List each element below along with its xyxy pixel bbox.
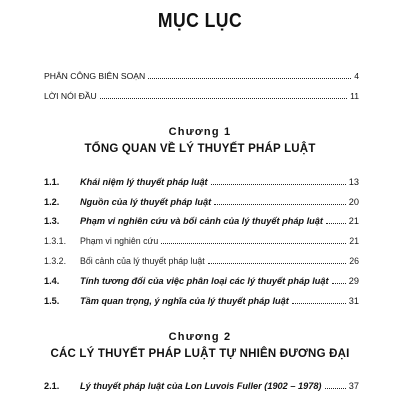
dot-leader: [211, 183, 346, 185]
chapter-1-label: Chương 1: [168, 126, 232, 138]
toc-entry-number: 1.1.: [44, 177, 60, 187]
toc-entry-page: 11: [350, 91, 359, 101]
toc-entry-label: Bối cảnh của lý thuyết pháp luật: [80, 256, 205, 266]
dot-leader: [161, 242, 346, 244]
chapter-2-label: Chương 2: [168, 331, 232, 343]
toc-entry-page: 31: [348, 296, 359, 306]
toc-entry-number: 1.3.: [44, 216, 60, 226]
toc-entry[interactable]: [44, 88, 359, 102]
toc-entry-page: 21: [348, 216, 359, 226]
toc-entry-label: Lý thuyết pháp luật của Lon Luvois Fuller (1902 – 1978): [80, 381, 322, 391]
toc-entry-page: 13: [348, 177, 359, 187]
dot-leader: [325, 387, 346, 389]
dot-leader: [208, 262, 346, 264]
dot-leader: [214, 203, 346, 205]
toc-entry-label: Nguồn của lý thuyết pháp luật: [80, 197, 212, 207]
toc-entry-number: 2.1.: [44, 381, 60, 391]
toc-subentry[interactable]: [44, 233, 359, 247]
toc-entry[interactable]: [44, 378, 359, 392]
toc-entry-page: 37: [348, 381, 359, 391]
dot-leader: [100, 97, 347, 99]
page-title: MỤC LỤC: [157, 10, 243, 32]
toc-entry[interactable]: [44, 174, 359, 188]
chapter-2-title: CÁC LÝ THUYẾT PHÁP LUẬT TỰ NHIÊN ĐƯƠNG ĐẠI: [50, 348, 350, 360]
toc-entry-page: 20: [348, 197, 359, 207]
toc-entry-number: 1.5.: [44, 296, 60, 306]
toc-entry[interactable]: [44, 213, 359, 227]
toc-entry-label: PHÂN CÔNG BIÊN SOẠN: [44, 71, 146, 81]
toc-entry-label: Tầm quan trọng, ý nghĩa của lý thuyết pháp luật: [80, 296, 289, 306]
toc-subentry[interactable]: [44, 253, 359, 267]
toc-entry-label: LỜI NÓI ĐẦU: [44, 91, 97, 101]
toc-entry-number: 1.4.: [44, 276, 60, 286]
toc-entry[interactable]: [44, 293, 359, 307]
toc-entry-label: Khái niệm lý thuyết pháp luật: [80, 177, 208, 187]
dot-leader: [326, 222, 346, 224]
toc-entry[interactable]: [44, 194, 359, 208]
toc-entry[interactable]: [44, 68, 359, 82]
toc-entry-page: 29: [348, 276, 359, 286]
toc-entry-page: 21: [349, 236, 359, 246]
toc-entry-label: Phạm vi nghiên cứu và bối cảnh của lý thuyết pháp luật: [80, 216, 323, 226]
toc-entry-number: 1.2.: [44, 197, 60, 207]
toc-entry-page: 4: [354, 71, 359, 81]
toc-entry-number: 1.3.2.: [44, 256, 67, 266]
toc-entry[interactable]: [44, 273, 359, 287]
chapter-1-title: TỔNG QUAN VỀ LÝ THUYẾT PHÁP LUẬT: [84, 143, 316, 155]
toc-entry-label: Tính tương đối của việc phân loại các lý thuyết pháp luật: [80, 276, 329, 286]
toc-entry-number: 1.3.1.: [44, 236, 67, 246]
dot-leader: [148, 77, 351, 79]
toc-entry-page: 26: [349, 256, 359, 266]
toc-entry-label: Phạm vi nghiên cứu: [80, 236, 159, 246]
dot-leader: [292, 302, 346, 304]
dot-leader: [332, 282, 346, 284]
